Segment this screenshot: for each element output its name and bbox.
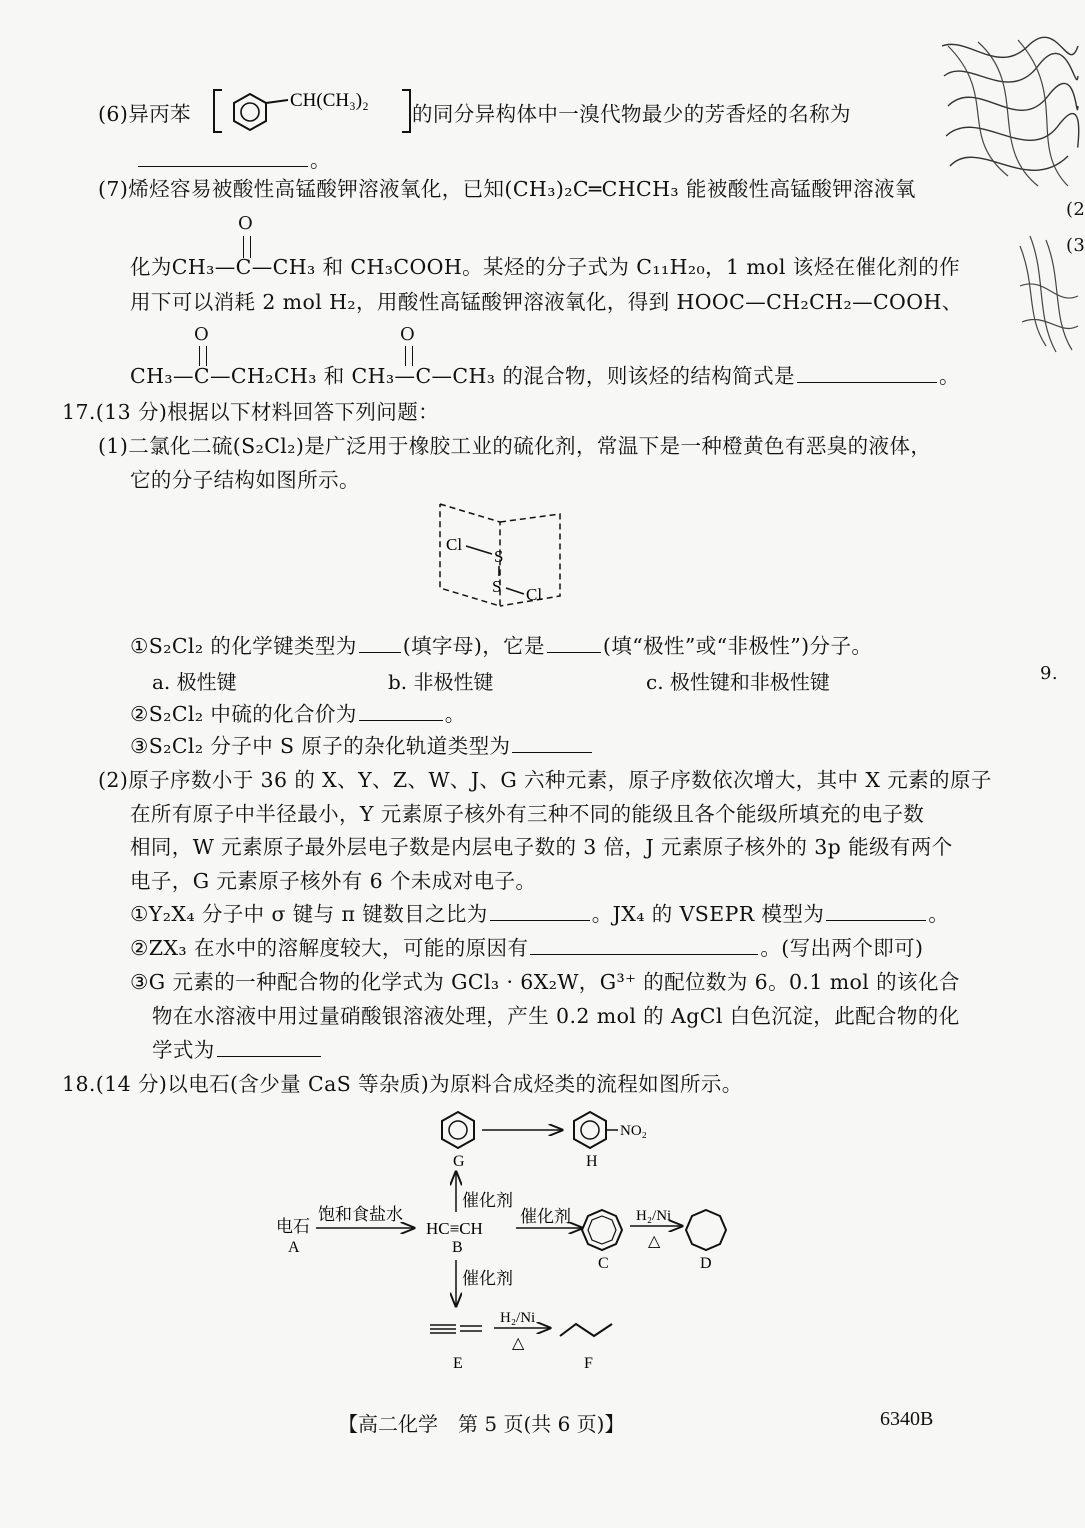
answer-blank-17-2[interactable] (359, 702, 443, 721)
catalyst-label-down: 催化剂 (462, 1269, 513, 1288)
q16-6-end: 。 (310, 148, 331, 172)
reagent-ab-label: 饱和食盐水 (318, 1205, 403, 1224)
s-bottom-label: S (492, 577, 502, 596)
q17-2-q2-b: 。(写出两个即可) (760, 936, 924, 960)
q16-6-answer-line (136, 146, 331, 174)
cl-top-label: Cl (446, 535, 463, 554)
compound-d-cyclooctane (686, 1210, 726, 1250)
q17-p2-line4: 电子，G 元素原子核外有 6 个未成对电子。 (130, 869, 537, 893)
q17-p1-line1: (1)二氯化二硫(S₂Cl₂)是广泛用于橡胶工业的硫化剂，常温下是一种橙黄色有恶臭的液体， (98, 434, 932, 458)
q16-7-line2: 化为CH₃—C—CH₃ 和 CH₃COOH。某烃的分子式为 C₁₁H₂₀，1 mol 该烃在催化剂的作 (130, 255, 960, 279)
left-bracket (214, 90, 222, 132)
q17-1-q1-a: ①S₂Cl₂ 的化学键类型为 (130, 634, 357, 658)
q16-6-suffix: 的同分异构体中一溴代物最少的芳香烃的名称为 (412, 102, 851, 126)
compound-e-vinylacetylene (430, 1325, 482, 1333)
cumene-structure (208, 86, 418, 136)
q17-1-q2-text: ②S₂Cl₂ 中硫的化合价为 (130, 702, 357, 726)
q16-7-end: 。 (938, 364, 960, 388)
q16-6-line (98, 100, 191, 128)
label-c: C (598, 1255, 609, 1272)
q17-2-q3-line2: 物在水溶液中用过量硝酸银溶液处理，产生 0.2 mol 的 AgCl 白色沉淀，此配合物的化 (152, 1004, 960, 1028)
q17-2-q1-end: 。 (928, 902, 950, 926)
q16-6-suffix-line (412, 100, 851, 128)
compound-h-nitrobenzene (574, 1112, 618, 1148)
option-b: b. 非极性键 (388, 670, 494, 694)
right-bracket (402, 90, 410, 132)
q17-1-q1 (130, 632, 872, 660)
catalyst-label-up: 催化剂 (462, 1191, 513, 1210)
catalyst-label-right: 催化剂 (520, 1207, 571, 1226)
q18-header: 18.(14 分)以电石(含少量 CaS 等杂质)为原料合成烃类的流程如图所示。 (62, 1072, 743, 1096)
q17-p2-line3: 相同，W 元素原子最外层电子数是内层电子数的 3 倍，J 元素原子核外的 3p 能级有两个 (130, 835, 953, 859)
s-top-label: S (494, 547, 504, 566)
margin-mark-9: 9. (1040, 663, 1058, 684)
scribble-mid-right (1016, 226, 1080, 356)
q16-7-line1: (7)烯烃容易被酸性高锰酸钾溶液氧化，已知(CH₃)₂C═CHCH₃ 能被酸性高锰酸钾溶液氧 (98, 177, 916, 201)
answer-blank-16-6[interactable] (138, 148, 308, 167)
h2ni-label-cd: H₂/Ni (636, 1208, 672, 1224)
label-a: A (288, 1239, 300, 1256)
q17-2-q3-line1: ③G 元素的一种配合物的化学式为 GCl₃ · 6X₂W，G³⁺ 的配位数为 6。0.1 mol 的该化合 (130, 970, 960, 994)
answer-blank-17-2-3[interactable] (217, 1038, 321, 1057)
s2cl2-molecule-diagram (432, 496, 582, 616)
margin-mark-3: (3 (1066, 235, 1085, 256)
q17-1-q3-text: ③S₂Cl₂ 分子中 S 原子的杂化轨道类型为 (130, 734, 511, 758)
paper-code: 6340B (880, 1408, 934, 1430)
q17-2-q3-line3-text: 学式为 (152, 1038, 215, 1062)
q17-1-q2 (130, 700, 466, 728)
q17-1-q3 (130, 732, 594, 760)
label-a-name: 电石 (276, 1217, 310, 1236)
q16-7-oxygen-3: O (400, 324, 416, 345)
q17-2-q1 (130, 900, 949, 928)
q17-p2-line1: (2)原子序数小于 36 的 X、Y、Z、W、J、G 六种元素，原子序数依次增大，其中 X 元素的原子 (98, 768, 992, 792)
q16-7-line4 (130, 362, 960, 390)
compound-c-cyclooctatetraene (582, 1210, 622, 1250)
answer-blank-17-2-2[interactable] (530, 936, 758, 955)
q16-7-line3: 用下可以消耗 2 mol H₂，用酸性高锰酸钾溶液氧化，得到 HOOC—CH₂CH₂—COOH、 (130, 290, 963, 314)
option-c: c. 极性键和非极性键 (646, 670, 830, 694)
q17-2-q1-a: ①Y₂X₄ 分子中 σ 键与 π 键数目之比为 (130, 902, 488, 926)
q17-2-q2-a: ②ZX₃ 在水中的溶解度较大，可能的原因有 (130, 936, 529, 960)
no2-label: NO₂ (620, 1123, 647, 1139)
delta-label-cd: △ (648, 1233, 661, 1250)
label-h: H (586, 1153, 598, 1170)
substituent-text: CH(CH₃)₂ (290, 90, 369, 111)
answer-blank-17-1b[interactable] (547, 634, 601, 653)
q16-7-oxygen-2: O (194, 324, 210, 345)
option-a: a. 极性键 (152, 670, 237, 694)
scribble-top-right (938, 36, 1080, 196)
label-f: F (584, 1355, 593, 1372)
answer-blank-17-2-1a[interactable] (490, 902, 590, 921)
label-b: B (452, 1239, 463, 1256)
q16-7-oxygen-1: O (238, 213, 254, 234)
q17-header: 17.(13 分)根据以下材料回答下列问题： (62, 400, 439, 424)
compound-g-benzene (442, 1112, 474, 1148)
answer-blank-17-1a[interactable] (359, 634, 401, 653)
synthesis-flow-diagram (270, 1100, 740, 1385)
margin-mark-2: (2 (1066, 199, 1085, 220)
acetylene-formula: HC≡CH (426, 1219, 483, 1238)
answer-blank-17-2-1b[interactable] (826, 902, 926, 921)
label-e: E (453, 1355, 463, 1372)
q17-2-q1-b: 。JX₄ 的 VSEPR 模型为 (591, 902, 825, 926)
answer-blank-17-3[interactable] (512, 734, 592, 753)
q17-p1-line2: 它的分子结构如图所示。 (130, 468, 360, 492)
q17-2-q3-line3 (152, 1036, 323, 1064)
benzene-ring (234, 94, 266, 130)
q16-6-prefix: (6)异丙苯 (98, 102, 191, 126)
q17-p2-line2: 在所有原子中半径最小，Y 元素原子核外有三种不同的能级且各个能级所填充的电子数 (130, 802, 925, 826)
answer-blank-16-7[interactable] (797, 364, 937, 383)
q17-1-q2-end: 。 (444, 702, 466, 726)
q16-7-line4-text: CH₃—C—CH₂CH₃ 和 CH₃—C—CH₃ 的混合物，则该烃的结构简式是 (130, 364, 795, 388)
q17-1-q1-b: (填字母)，它是 (402, 634, 545, 658)
delta-label-ef: △ (512, 1335, 525, 1352)
label-d: D (700, 1255, 712, 1272)
cl-bottom-label: Cl (526, 585, 543, 604)
compound-f-butane (560, 1324, 612, 1336)
benzene-circle (241, 103, 259, 121)
page-footer: 【高二化学 第 5 页(共 6 页)】 (338, 1412, 625, 1436)
q17-1-q1-c: (填“极性”或“非极性”)分子。 (602, 634, 873, 658)
label-g: G (453, 1153, 465, 1170)
h2ni-label-ef: H₂/Ni (500, 1310, 536, 1326)
q17-2-q2 (130, 934, 923, 962)
